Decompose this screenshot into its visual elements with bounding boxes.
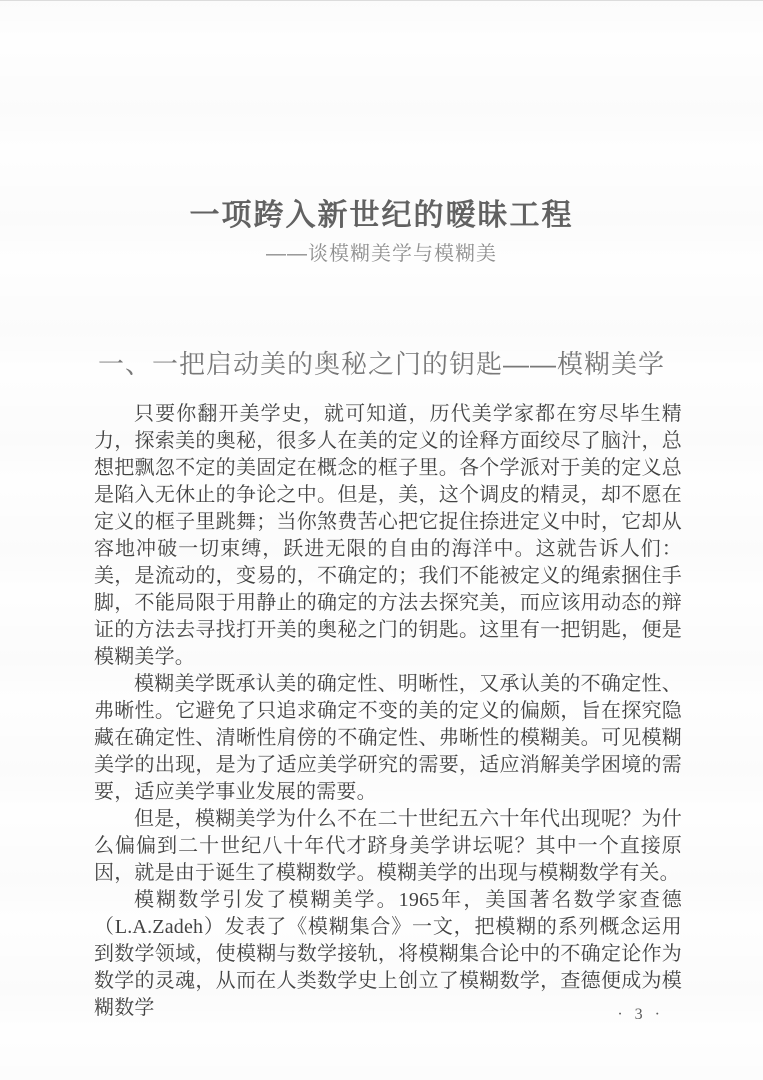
page-number: · 3 · — [617, 1006, 664, 1023]
paragraph-2: 模糊美学既承认美的确定性、明晰性，又承认美的不确定性、弗晰性。它避免了只追求确定不变的美的定义的偏颇，旨在探究隐藏在确定性、清晰性肩傍的不确定性、弗晰性的模糊美。可见模糊美学的出现，是为了适应美学研究的需要，适应消解美学困境的需要，适应美学事业发展的需要。 — [94, 673, 682, 803]
document-title: 一项跨入新世纪的暧昧工程 — [189, 199, 574, 232]
document-subtitle: ——谈模糊美学与模糊美 — [266, 243, 497, 265]
paragraph-1: 只要你翻开美学史，就可知道，历代美学家都在穷尽毕生精力，探索美的奥秘，很多人在美的定义的诠释方面绞尽了脑汁，总想把飘忽不定的美固定在概念的框子里。各个学派对于美的定义总是陷入无休止的争论之中。但是，美，这个调皮的精灵，却不愿在定义的框子里跳舞；当你煞费苦心把它捉住捺进定义中时，它却从容地冲破一切束缚，跃进无限的自由的海洋中。这就告诉人们：美，是流动的，变易的，不确定的；我们不能被定义的绳索捆住手脚，不能局限于用静止的确定的方法去探究美，而应该用动态的辩证的方法去寻找打开美的奥秘之门的钥匙。这里有一把钥匙，便是模糊美学。 — [94, 403, 682, 668]
paragraph-3: 但是，模糊美学为什么不在二十世纪五六十年代出现呢？为什么偏偏到二十世纪八十年代才跻身美学讲坛呢？其中一个直接原因，就是由于诞生了模糊数学。模糊美学的出现与模糊数学有关。 — [94, 808, 682, 884]
section-heading: 一、一把启动美的奥秘之门的钥匙——模糊美学 — [97, 349, 665, 379]
body-text-column — [94, 401, 682, 1022]
paragraph-4: 模糊数学引发了模糊美学。1965年，美国著名数学家查德（L.A.Zadeh）发表了《模糊集合》一文，把模糊的系列概念运用到数学领域，使模糊与数学接轨，将模糊集合论中的不确定论作为数学的灵魂，从而在人类数学史上创立了模糊数学，查德便成为模糊数学 — [94, 889, 682, 1019]
